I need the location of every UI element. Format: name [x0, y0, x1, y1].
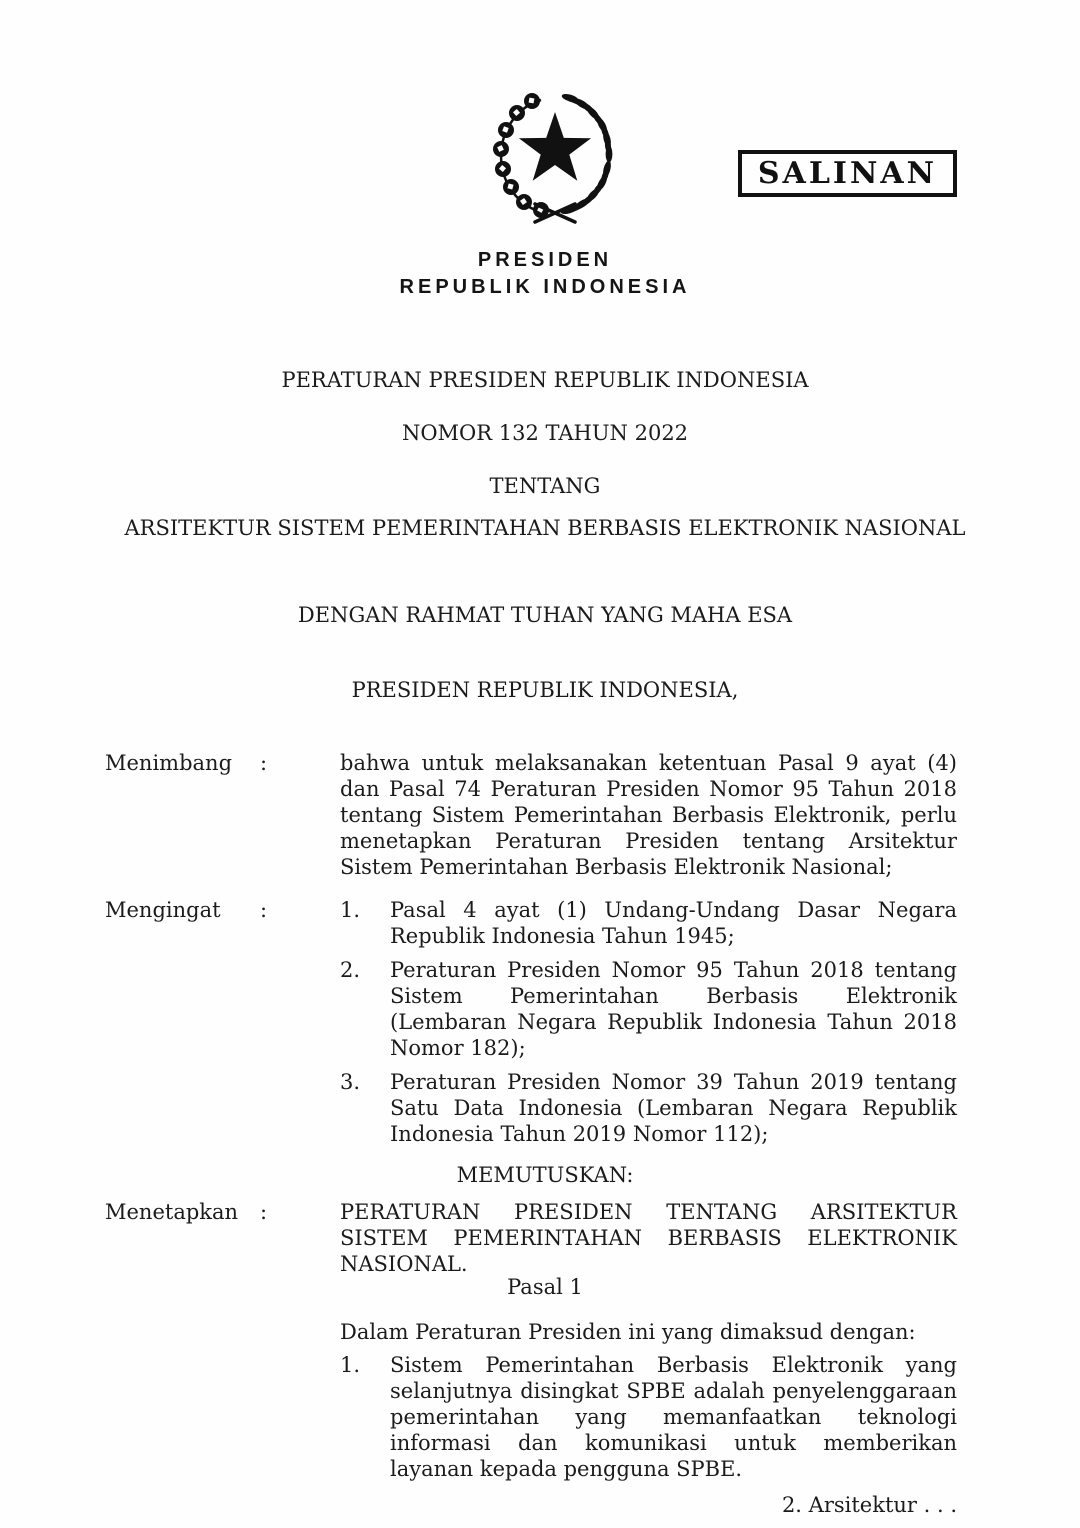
- decision-heading: MEMUTUSKAN:: [456, 1163, 634, 1187]
- item-number: 2.: [340, 958, 361, 982]
- catchword: 2. Arsitektur . . .: [781, 1493, 957, 1517]
- article-intro: Dalam Peraturan Presiden ini yang dimaksud dengan:: [340, 1320, 916, 1344]
- considerations-section: [105, 750, 957, 880]
- item-text: Peraturan Presiden Nomor 39 Tahun 2019 tentang Satu Data Indonesia (Lembaran Negara Republik Indonesia Tahun 2019 Nomor 112);: [390, 1070, 957, 1146]
- letterhead-line1: PRESIDEN: [477, 249, 613, 271]
- item-number: 3.: [340, 1070, 361, 1094]
- legal-basis-label: Mengingat: [105, 898, 221, 922]
- article-definition-list: [340, 1352, 957, 1482]
- salinan-stamp: SALINAN: [738, 150, 957, 197]
- enactment-text: PERATURAN PRESIDEN TENTANG ARSITEKTUR SISTEM PEMERINTAHAN BERBASIS ELEKTRONIK NASIONAL.: [340, 1200, 957, 1276]
- doc-tentang-line: TENTANG: [489, 474, 601, 498]
- item-text: Sistem Pemerintahan Berbasis Elektronik yang selanjutnya disingkat SPBE adalah penyelenggaraan pemerintahan yang memanfaatkan teknologi informasi dan komunikasi untuk memberikan layanan kepada pengguna SPBE.: [390, 1353, 957, 1481]
- legal-basis-list: [340, 897, 957, 1147]
- item-number: 1.: [340, 1353, 361, 1377]
- letterhead: [105, 247, 985, 301]
- invocation-line: DENGAN RAHMAT TUHAN YANG MAHA ESA: [297, 603, 793, 627]
- legal-basis-item: [340, 897, 957, 949]
- doc-subject-line: ARSITEKTUR SISTEM PEMERINTAHAN BERBASIS ELEKTRONIK NASIONAL: [124, 516, 966, 540]
- item-number: 1.: [340, 898, 361, 922]
- presidential-emblem-icon: [483, 90, 627, 232]
- doc-title-line1: PERATURAN PRESIDEN REPUBLIK INDONESIA: [281, 368, 809, 392]
- considerations-colon: :: [260, 751, 268, 775]
- legal-basis-section: [105, 897, 957, 1147]
- authority-line: PRESIDEN REPUBLIK INDONESIA,: [351, 678, 739, 702]
- legal-basis-item: [340, 1069, 957, 1147]
- enactment-colon: :: [260, 1200, 268, 1224]
- article-heading: Pasal 1: [507, 1275, 583, 1299]
- item-text: Peraturan Presiden Nomor 95 Tahun 2018 tentang Sistem Pemerintahan Berbasis Elektronik (Lembaran Negara Republik Indonesia Tahun 2018 Nomor 182);: [390, 958, 957, 1060]
- considerations-text: bahwa untuk melaksanakan ketentuan Pasal 9 ayat (4) dan Pasal 74 Peraturan Presiden Nomor 95 Tahun 2018 tentang Sistem Pemerintahan Berbasis Elektronik, perlu menetapkan Peraturan Presiden tentang Arsitektur Sistem Pemerintahan Berbasis Elektronik Nasional;: [340, 751, 957, 879]
- enactment-label: Menetapkan: [105, 1200, 239, 1224]
- letterhead-line2: REPUBLIK INDONESIA: [399, 276, 691, 298]
- legal-basis-colon: :: [260, 898, 268, 922]
- considerations-label: Menimbang: [105, 751, 233, 775]
- doc-number-line: NOMOR 132 TAHUN 2022: [401, 421, 689, 445]
- definition-item: [340, 1352, 957, 1482]
- enactment-section: [105, 1199, 957, 1277]
- item-text: Pasal 4 ayat (1) Undang-Undang Dasar Negara Republik Indonesia Tahun 1945;: [390, 898, 957, 948]
- legal-basis-item: [340, 957, 957, 1061]
